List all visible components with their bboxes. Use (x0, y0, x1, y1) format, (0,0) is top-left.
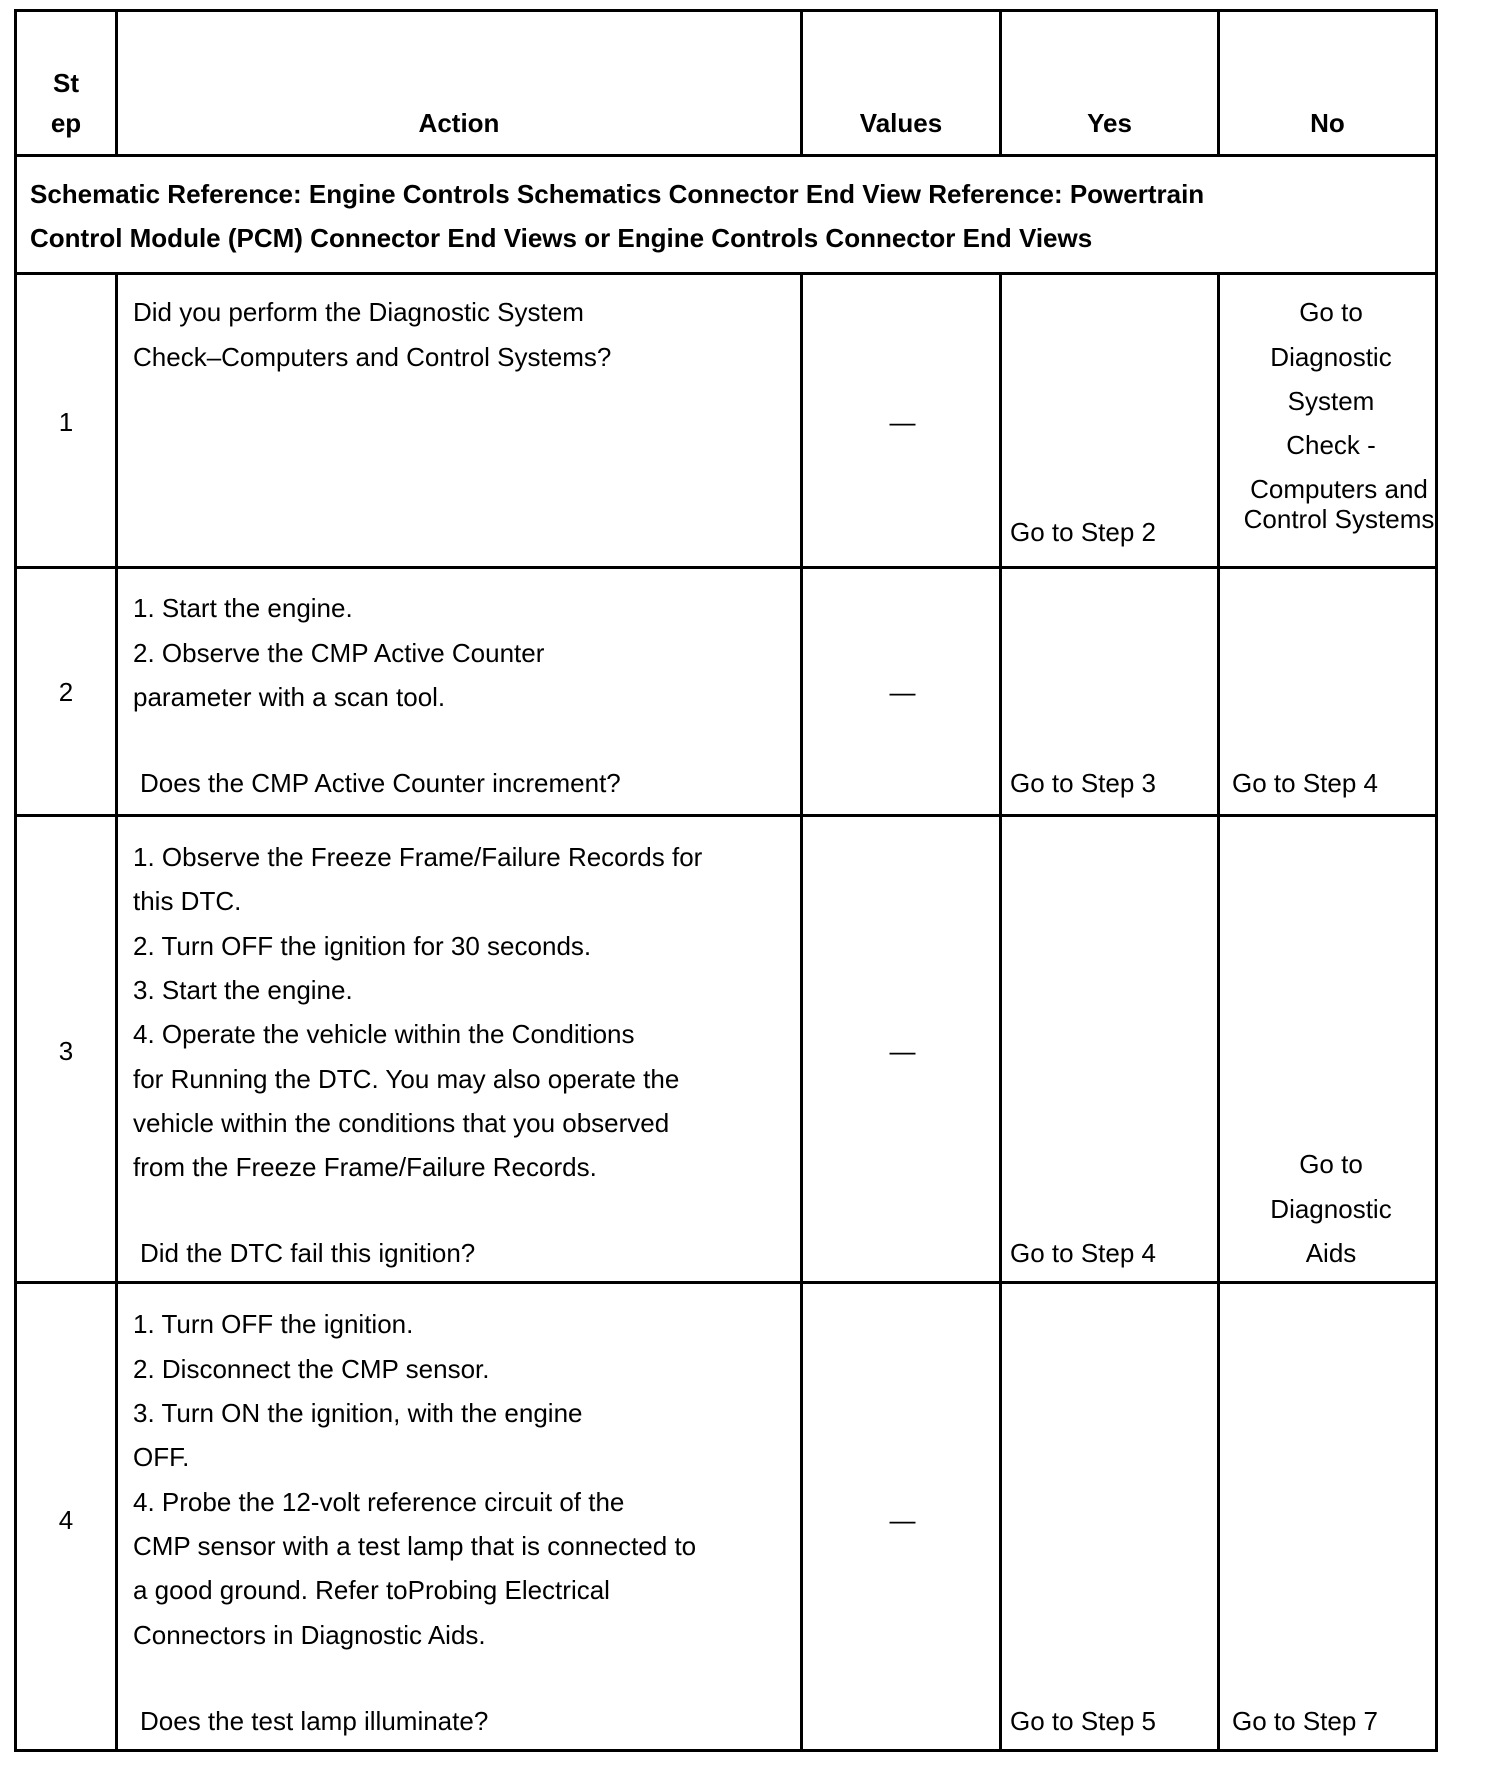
value-cell: — (889, 1036, 916, 1066)
no-cell-line: Go to (1299, 1149, 1363, 1179)
row-divider (14, 1281, 1438, 1284)
row-divider (14, 814, 1438, 817)
table-border-top (14, 9, 1438, 12)
action-line: CMP sensor with a test lamp that is connected to (133, 1531, 697, 1561)
no-cell-line: Diagnostic (1270, 1194, 1392, 1224)
no-cell-line: System (1287, 386, 1375, 416)
yes-cell: Go to Step 3 (1010, 768, 1156, 798)
action-line: a good ground. Refer toProbing Electrical (133, 1575, 610, 1605)
step-number: 2 (58, 677, 74, 707)
action-line: for Running the DTC. You may also operate the (133, 1064, 680, 1094)
action-line: OFF. (133, 1442, 190, 1472)
schematic-reference-line2: Control Module (PCM) Connector End Views or Engine Controls Connector End Views (30, 223, 1093, 253)
column-divider (1217, 272, 1220, 1752)
action-line: vehicle within the conditions that you observed (133, 1108, 670, 1138)
table-border-left (14, 9, 17, 1752)
step-number: 1 (58, 407, 74, 437)
action-line: 4. Operate the vehicle within the Conditions (133, 1019, 635, 1049)
no-cell: Go to Step 7 (1232, 1706, 1378, 1736)
action-line: 1. Turn OFF the ignition. (133, 1309, 414, 1339)
header-action: Action (418, 108, 500, 138)
header-no: No (1310, 108, 1345, 138)
no-cell-line: Check - (1286, 430, 1376, 460)
action-question: Does the CMP Active Counter increment? (140, 768, 621, 798)
no-cell: Go to Step 4 (1232, 768, 1378, 798)
action-line: 3. Turn ON the ignition, with the engine (133, 1398, 583, 1428)
header-divider (14, 154, 1438, 157)
action-line: 2. Observe the CMP Active Counter (133, 638, 545, 668)
action-line: 4. Probe the 12-volt reference circuit of the (133, 1487, 625, 1517)
action-question: Does the test lamp illuminate? (140, 1706, 489, 1736)
action-line: Connectors in Diagnostic Aids. (133, 1620, 486, 1650)
action-line: 3. Start the engine. (133, 975, 353, 1005)
action-line: from the Freeze Frame/Failure Records. (133, 1152, 597, 1182)
action-line: parameter with a scan tool. (133, 682, 446, 712)
no-cell-line: Computers and (1250, 474, 1428, 504)
value-cell: — (889, 407, 916, 437)
value-cell: — (889, 1505, 916, 1535)
no-cell-line: Control Systems (1243, 504, 1435, 534)
row-divider (14, 566, 1438, 569)
schematic-reference-line1: Schematic Reference: Engine Controls Schematics Connector End View Reference: Powertrain (30, 179, 1205, 209)
action-line: this DTC. (133, 886, 242, 916)
action-line: 2. Turn OFF the ignition for 30 seconds. (133, 931, 592, 961)
action-line: Check–Computers and Control Systems? (133, 342, 612, 372)
column-divider (800, 272, 803, 1752)
action-question: Did the DTC fail this ignition? (140, 1238, 476, 1268)
table-border-bottom (14, 1749, 1438, 1752)
step-number: 4 (58, 1505, 74, 1535)
action-line: 1. Start the engine. (133, 593, 353, 623)
step-number: 3 (58, 1036, 74, 1066)
yes-cell: Go to Step 2 (1010, 517, 1156, 547)
no-cell-line: Aids (1305, 1238, 1357, 1268)
header-yes: Yes (1087, 108, 1132, 138)
header-values: Values (859, 108, 943, 138)
header-step-line2: ep (50, 108, 82, 138)
action-line: 2. Disconnect the CMP sensor. (133, 1354, 490, 1384)
yes-cell: Go to Step 5 (1010, 1706, 1156, 1736)
no-cell-line: Diagnostic (1270, 342, 1392, 372)
action-line: 1. Observe the Freeze Frame/Failure Records for (133, 842, 703, 872)
header-step-line1: St (53, 68, 79, 98)
yes-cell: Go to Step 4 (1010, 1238, 1156, 1268)
value-cell: — (889, 677, 916, 707)
no-cell-line: Go to (1299, 297, 1363, 327)
table-border-right (1435, 9, 1438, 1752)
reference-divider (14, 272, 1438, 275)
action-line: Did you perform the Diagnostic System (133, 297, 584, 327)
